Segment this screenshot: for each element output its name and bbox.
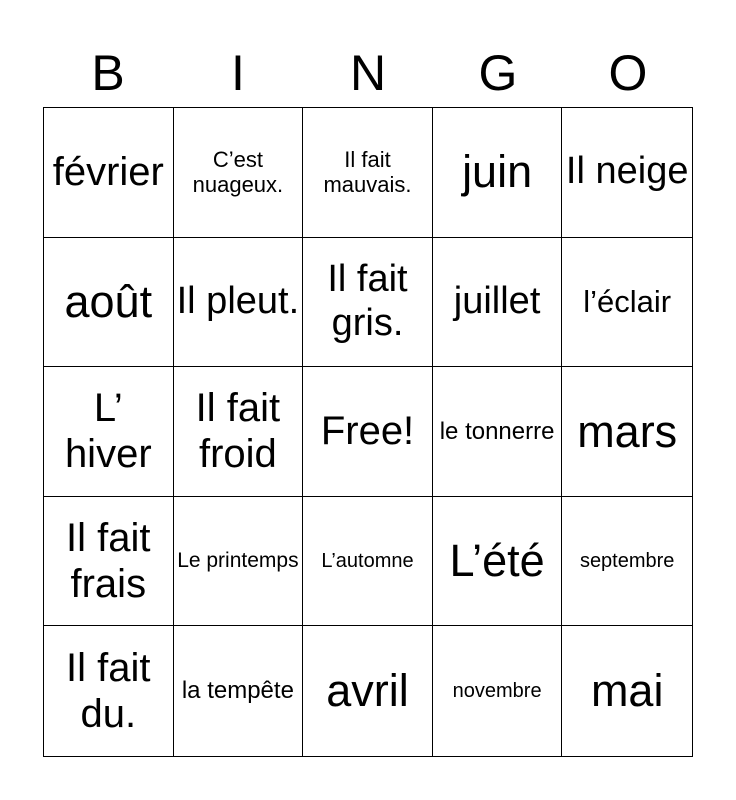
cell-text: la tempête xyxy=(181,677,294,705)
bingo-board xyxy=(43,107,693,757)
cell-text: avril xyxy=(326,665,409,717)
cell-text: Il fait mauvais. xyxy=(323,147,412,198)
bingo-cell[interactable] xyxy=(303,238,433,368)
cell-text: Le printemps xyxy=(177,549,299,573)
cell-text: septembre xyxy=(579,549,675,572)
cell-text: août xyxy=(64,276,153,328)
cell-text: C’est nuageux. xyxy=(192,147,284,198)
cell-text: mai xyxy=(590,665,664,717)
cell-text: l’éclair xyxy=(583,284,672,320)
bingo-cell[interactable] xyxy=(433,626,563,756)
bingo-cell[interactable] xyxy=(44,497,174,627)
bingo-cell[interactable] xyxy=(174,108,304,238)
free-space-cell[interactable] xyxy=(303,367,433,497)
bingo-cell[interactable] xyxy=(303,497,433,627)
header-letter-g: G xyxy=(478,45,518,101)
header-letter-n: N xyxy=(349,45,387,101)
bingo-cell[interactable] xyxy=(562,238,692,368)
bingo-cell[interactable] xyxy=(562,497,692,627)
bingo-header xyxy=(43,40,693,106)
header-letter-i: I xyxy=(231,45,245,101)
bingo-cell[interactable] xyxy=(433,108,563,238)
cell-text: juin xyxy=(462,146,533,198)
header-letter-o: O xyxy=(608,45,648,101)
cell-text: Il fait du. xyxy=(66,646,151,737)
cell-text: mars xyxy=(577,405,678,457)
cell-text: Il fait gris. xyxy=(327,258,408,344)
cell-text: novembre xyxy=(452,679,542,702)
cell-text: Il pleut. xyxy=(176,280,300,323)
bingo-cell[interactable] xyxy=(44,238,174,368)
cell-text: février xyxy=(52,150,164,195)
cell-text: Il neige xyxy=(565,150,689,193)
bingo-cell[interactable] xyxy=(174,238,304,368)
cell-text: L’ hiver xyxy=(64,386,152,477)
bingo-cell[interactable] xyxy=(562,108,692,238)
cell-text: le tonnerre xyxy=(439,417,555,445)
bingo-cell[interactable] xyxy=(44,367,174,497)
bingo-cell[interactable] xyxy=(44,108,174,238)
bingo-cell[interactable] xyxy=(174,497,304,627)
bingo-cell[interactable] xyxy=(562,626,692,756)
cell-text: Il fait frais xyxy=(66,516,151,607)
bingo-cell[interactable] xyxy=(433,367,563,497)
cell-text: L’été xyxy=(449,535,545,587)
bingo-cell[interactable] xyxy=(562,367,692,497)
cell-text: Free! xyxy=(320,409,415,454)
cell-text: Il fait froid xyxy=(195,386,281,477)
bingo-cell[interactable] xyxy=(44,626,174,756)
bingo-cell[interactable] xyxy=(303,108,433,238)
bingo-cell[interactable] xyxy=(174,626,304,756)
bingo-cell[interactable] xyxy=(174,367,304,497)
header-letter-b: B xyxy=(91,45,125,101)
bingo-cell[interactable] xyxy=(433,497,563,627)
bingo-cell[interactable] xyxy=(433,238,563,368)
cell-text: juillet xyxy=(453,280,541,323)
cell-text: L’automne xyxy=(321,549,414,572)
bingo-cell[interactable] xyxy=(303,626,433,756)
